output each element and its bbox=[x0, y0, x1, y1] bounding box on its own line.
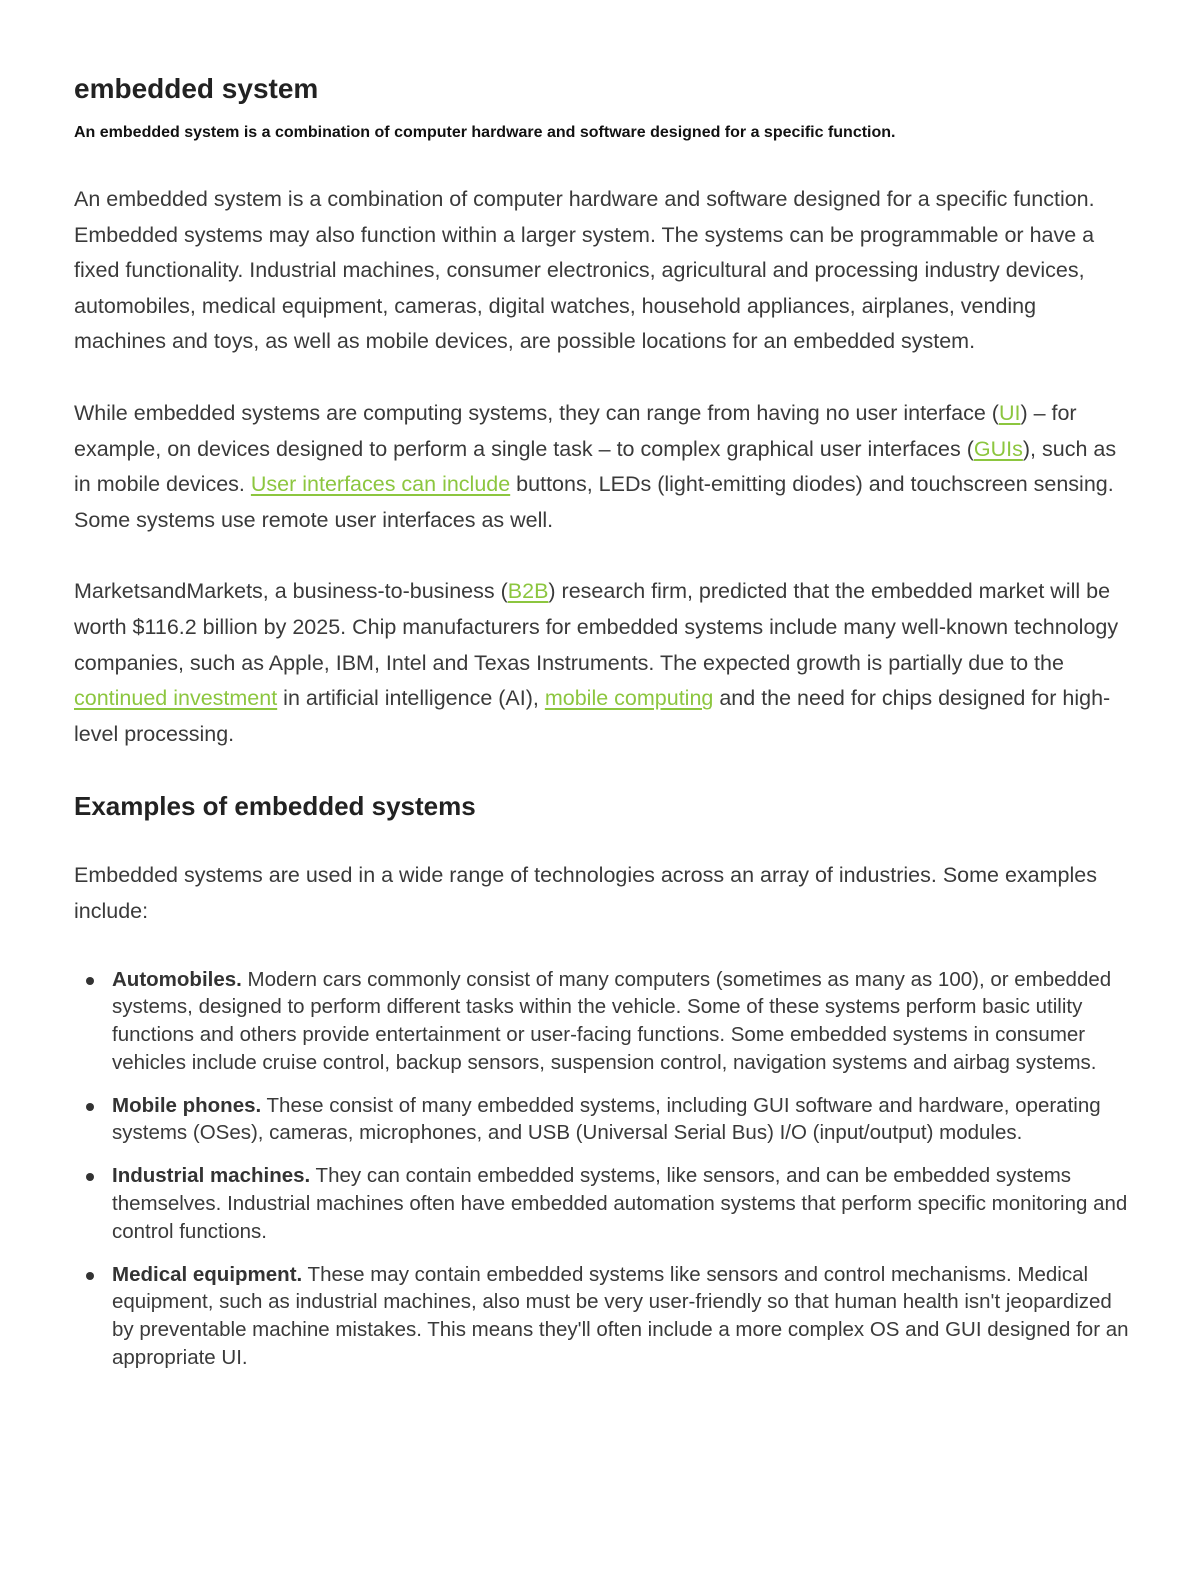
bullet-icon bbox=[86, 1272, 94, 1280]
text-span: in artificial intelligence (AI), bbox=[277, 686, 545, 711]
text-span: ) – for example, on devices designed to perform a single task – to complex graphical user interfaces ( bbox=[74, 400, 1077, 461]
text-span: ), such as in mobile devices. bbox=[74, 436, 1117, 497]
list-item-text: These may contain embedded systems like sensors and control mechanisms. Medical equipment, such as industrial machines, also must be very user-friendly so that human health isn't jeopardized by preventable machine mistakes. This means they'll often include a more complex OS and GUI designed for an appropriate UI. bbox=[112, 1262, 1129, 1370]
link-guis[interactable]: GUIs bbox=[973, 436, 1023, 461]
examples-list bbox=[74, 966, 1134, 1372]
text-span: ) research firm, predicted that the embedded market will be worth $116.2 billion by 2025. Chip manufacturers for embedded systems include many well-known technology companies, such as Apple, IBM, Intel and Texas Instruments. The expected growth is partially due to the bbox=[74, 579, 1119, 675]
text-span: and the need for chips designed for high-level processing. bbox=[74, 686, 1111, 746]
link-user-interfaces-can-include[interactable]: User interfaces can include bbox=[250, 472, 511, 497]
paragraph-market bbox=[74, 574, 1134, 752]
list-item-industrial-machines bbox=[112, 1162, 1134, 1245]
article bbox=[74, 70, 1134, 1387]
link-b2b[interactable]: B2B bbox=[507, 579, 549, 604]
list-item-term: Automobiles. bbox=[112, 967, 242, 991]
list-item-term: Mobile phones. bbox=[112, 1093, 262, 1117]
link-continued-investment[interactable]: continued investment bbox=[74, 686, 278, 711]
list-item-mobile-phones bbox=[112, 1092, 1134, 1148]
list-item-term: Medical equipment. bbox=[112, 1262, 303, 1286]
bullet-icon bbox=[86, 1173, 94, 1181]
paragraph-user-interfaces bbox=[74, 396, 1134, 538]
section-heading-examples: Examples of embedded systems bbox=[74, 791, 476, 822]
list-item-text: They can contain embedded systems, like sensors, and can be embedded systems themselves. Industrial machines often have embedded automation systems that perform specific monitoring and control functions. bbox=[112, 1164, 1128, 1243]
list-item-text: These consist of many embedded systems, including GUI software and hardware, operating systems (OSes), cameras, microphones, and USB (Universal Serial Bus) I/O (input/output) modules. bbox=[112, 1093, 1101, 1145]
link-ui[interactable]: UI bbox=[998, 400, 1021, 425]
page-title: embedded system bbox=[74, 73, 319, 104]
list-item-medical-equipment bbox=[112, 1261, 1134, 1372]
text-span: MarketsandMarkets, a business-to-business ( bbox=[74, 579, 508, 604]
list-item-term: Industrial machines. bbox=[112, 1164, 311, 1188]
bullet-icon bbox=[86, 977, 94, 985]
article-summary: An embedded system is a combination of computer hardware and software designed for a specific function. bbox=[74, 124, 896, 141]
text-span: While embedded systems are computing systems, they can range from having no user interface ( bbox=[74, 400, 999, 425]
bullet-icon bbox=[86, 1103, 94, 1111]
paragraph-examples-intro: Embedded systems are used in a wide range of technologies across an array of industries. Some examples include: bbox=[74, 863, 1097, 923]
link-mobile-computing[interactable]: mobile computing bbox=[544, 686, 714, 711]
paragraph-definition: An embedded system is a combination of computer hardware and software designed for a specific function. Embedded systems may also function within a larger system. The systems can be programmable or have a fixed functionality. Industrial machines, consumer electronics, agricultural and processing industry devices, automobiles, medical equipment, cameras, digital watches, household appliances, airplanes, vending machines and toys, as well as mobile devices, are possible locations for an embedded system. bbox=[74, 187, 1095, 354]
text-span: buttons, LEDs (light-emitting diodes) and touchscreen sensing. Some systems use remote user interfaces as well. bbox=[74, 472, 1114, 532]
list-item-automobiles bbox=[112, 966, 1134, 1077]
list-item-text: Modern cars commonly consist of many computers (sometimes as many as 100), or embedded systems, designed to perform different tasks within the vehicle. Some of these systems perform basic utility functions and others provide entertainment or user-facing functions. Some embedded systems in consumer vehicles include cruise control, backup sensors, suspension control, navigation systems and airbag systems. bbox=[112, 967, 1112, 1074]
